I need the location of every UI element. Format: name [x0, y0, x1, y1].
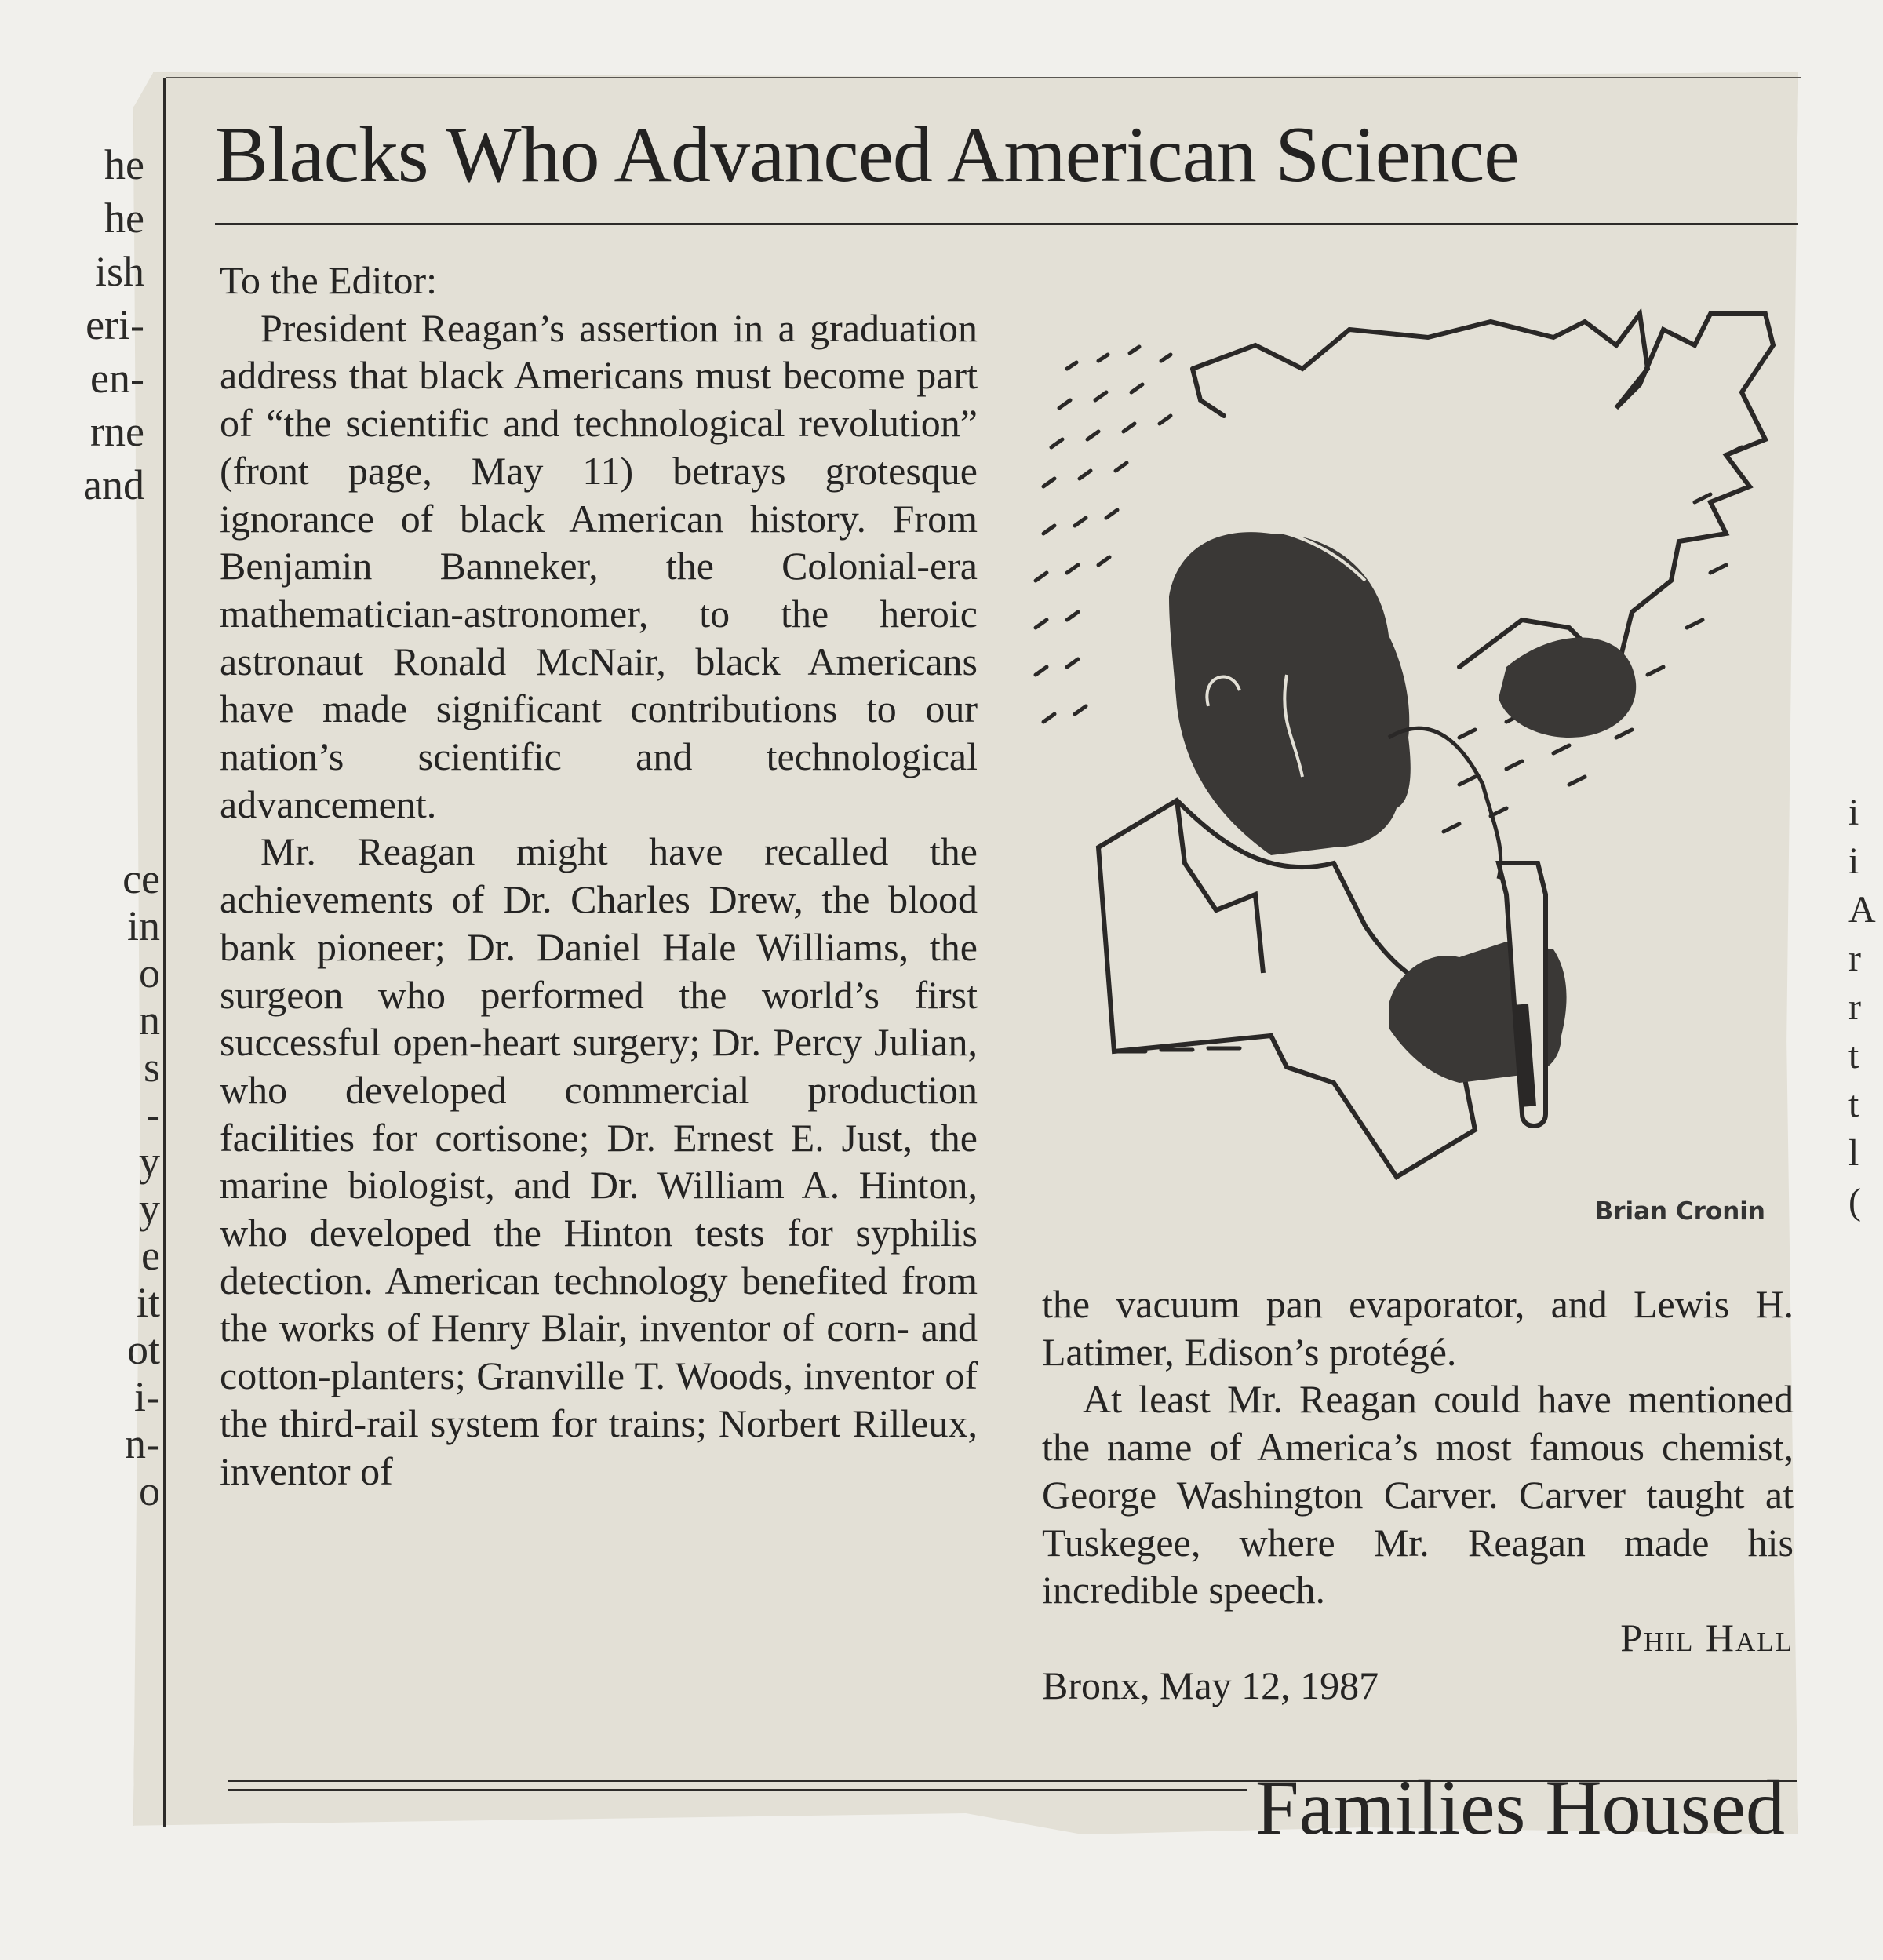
bottom-rule-thin: [228, 1789, 1247, 1791]
illustration-credit: Brian Cronin: [1594, 1197, 1765, 1226]
column-rule: [163, 78, 166, 1827]
top-rule: [166, 77, 1801, 78]
paragraph-2: Mr. Reagan might have recalled the achievements of Dr. Charles Drew, the blood bank pioneer; Dr. Daniel Hale Williams, the surgeon who performed the world’s first successful open-heart surgery; Dr. Percy Julian, who developed commercial production facilities for cortisone; Dr. Ernest E. Just, the marine biologist, and Dr. William A. Hinton, who developed the Hinton tests for syphilis detection. American technology benefited from the works of Henry Blair, inventor of corn- and cotton-planters; Granville T. Woods, inventor of the third-rail system for trains; Norbert Rilleux, inventor of: [220, 829, 978, 1493]
dateline: Bronx, May 12, 1987: [1042, 1663, 1379, 1707]
adjacent-column-fragment-top: he he ish eri- en- rne and: [83, 141, 144, 508]
letter-column-left: [220, 257, 978, 1495]
paragraph-3: At least Mr. Reagan could have mentioned the name of America’s most famous chemist, George Washington Carver. Carver taught at Tuskegee, where Mr. Reagan made his incredible speech.: [1042, 1377, 1794, 1612]
adjacent-column-fragment-bottom: ce in o n s - y y e it ot i- n- o: [122, 855, 160, 1514]
signature: Phil Hall: [1620, 1615, 1794, 1659]
adjacent-column-fragment-right: i i A r r t t l (: [1848, 792, 1876, 1222]
signature-line: [1042, 1614, 1794, 1662]
headline-rule: [215, 223, 1798, 225]
paragraph-2-continued: the vacuum pan evaporator, and Lewis H. Latimer, Edison’s protégé.: [1042, 1282, 1794, 1374]
letter-column-right: [1042, 1281, 1794, 1709]
scientist-illustration: [1020, 298, 1805, 1208]
next-article-headline-fragment: Families Housed: [1255, 1764, 1785, 1851]
paragraph-1: President Reagan’s assertion in a graduation address that black Americans must become part of “the scientific and technological revolution” (front page, May 11) betrays grotesque ignorance of black American history. From Benjamin Banneker, the Colonial-era mathematician-astronomer, to the heroic astronaut Ronald McNair, black Americans have made significant contributions to our nation’s scientific and technological advancement.: [220, 305, 978, 826]
salutation: To the Editor:: [220, 258, 438, 302]
headline: Blacks Who Advanced American Science: [215, 111, 1519, 199]
